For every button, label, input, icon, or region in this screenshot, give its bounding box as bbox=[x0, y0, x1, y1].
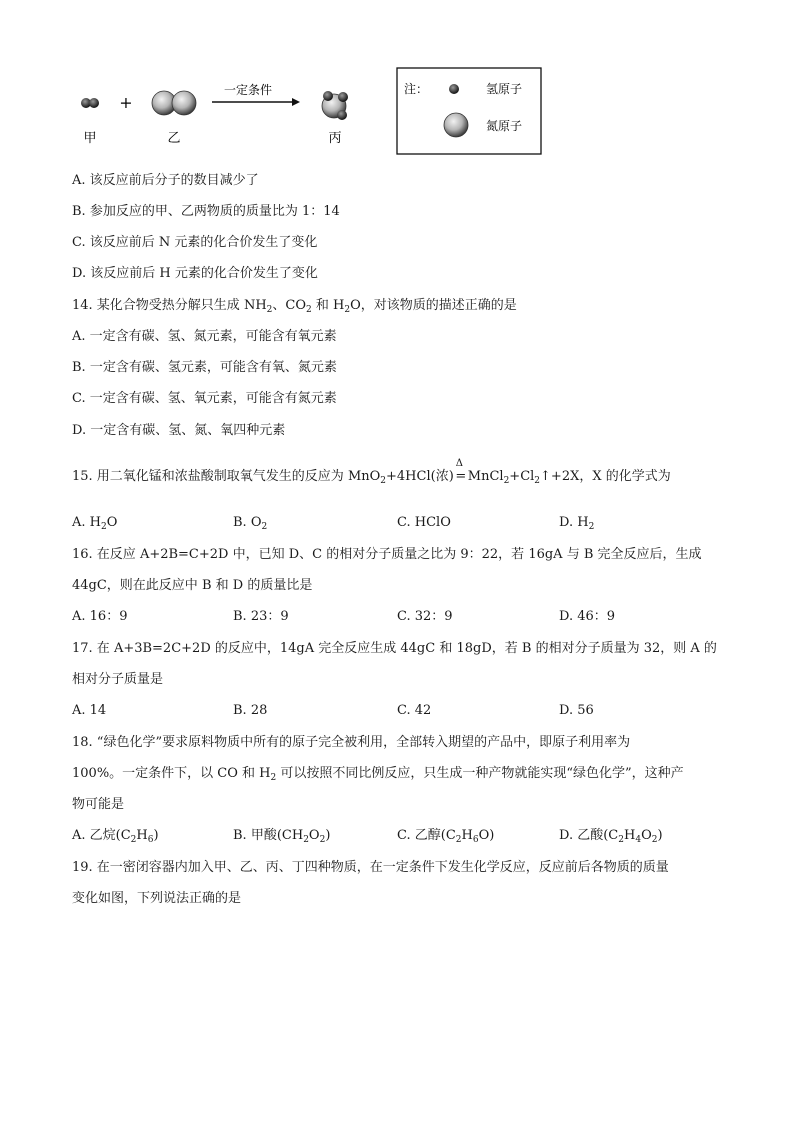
q13-option-c: C. 该反应前后 N 元素的化合价发生了变化 bbox=[72, 235, 318, 250]
q14-option-c: C. 一定含有碳、氢、氧元素，可能含有氮元素 bbox=[72, 391, 337, 406]
q13-option-d: D. 该反应前后 H 元素的化合价发生了变化 bbox=[72, 266, 318, 281]
q17-option-d: D. 56 bbox=[559, 703, 594, 718]
molecule-n2 bbox=[152, 91, 196, 115]
q15-option-c: C. HClO bbox=[397, 515, 451, 530]
plus-sign: + bbox=[119, 93, 133, 112]
q16-stem-line2: 44gC，则在此反应中 B 和 D 的质量比是 bbox=[72, 578, 313, 593]
q17-option-b: B. 28 bbox=[233, 703, 268, 718]
reaction-condition: 一定条件 bbox=[223, 83, 273, 97]
legend-nitrogen-label: 氮原子 bbox=[486, 119, 523, 133]
q19-stem-line2: 变化如图，下列说法正确的是 bbox=[72, 891, 242, 906]
q15-option-b: B. $O_2$ bbox=[233, 515, 268, 532]
q18-option-d: D. 乙酸$(C_2H_4O_2)$ bbox=[559, 828, 663, 845]
product-label: 丙 bbox=[328, 131, 342, 146]
q18-stem-line2: 100%。一定条件下，以 CO 和 $H_2$ 可以按照不同比例反应，只生成一种产物就能实现“绿色化学”，这种产 bbox=[72, 766, 684, 783]
sub-2b: 2 bbox=[344, 305, 351, 315]
q19-stem-line1: 19. 在一密闭容器内加入甲、乙、丙、丁四种物质，在一定条件下发生化学反应，反应前后各物质的质量 bbox=[72, 860, 669, 875]
q13-option-a: A. 该反应前后分子的数目减少了 bbox=[72, 173, 259, 188]
q14-option-d: D. 一定含有碳、氢、氮、氧四种元素 bbox=[72, 423, 286, 438]
reaction-diagram bbox=[72, 66, 552, 162]
sub: 2 bbox=[503, 476, 510, 486]
sub: 2 bbox=[534, 476, 541, 486]
legend-hydrogen-label: 氢原子 bbox=[486, 82, 523, 96]
q15-option-d: D. $H_2$ bbox=[559, 515, 595, 532]
q16-option-c: C. 32：9 bbox=[397, 609, 453, 624]
q17-stem-line2: 相对分子质量是 bbox=[72, 672, 164, 687]
sub: 2 bbox=[380, 476, 387, 486]
molecule-h2 bbox=[81, 98, 99, 108]
q14-option-a: A. 一定含有碳、氢、氮元素，可能含有氧元素 bbox=[72, 329, 337, 344]
q17-option-c: C. 42 bbox=[397, 703, 432, 718]
reactant-b-label: 乙 bbox=[167, 131, 181, 146]
molecule-nh3 bbox=[322, 91, 348, 120]
q15-option-a: A. $H_2O$ bbox=[72, 515, 118, 532]
legend-title: 注： bbox=[404, 82, 429, 96]
q16-option-b: B. 23：9 bbox=[233, 609, 289, 624]
q18-option-b: B. 甲酸$(CH_2O_2)$ bbox=[233, 828, 331, 845]
reaction-diagram-svg bbox=[72, 66, 552, 162]
q18-stem-line1: 18. “绿色化学”要求原料物质中所有的原子完全被利用，全部转入期望的产品中，即原子利用率为 bbox=[72, 735, 631, 750]
legend-nitrogen-atom bbox=[444, 113, 468, 137]
q17-stem-line1: 17. 在 A+3B=2C+2D 的反应中，14gA 完全反应生成 44gC 和 18gD，若 B 的相对分子质量为 32，则 A 的 bbox=[72, 641, 717, 656]
q18-option-c: C. 乙醇$(C_2H_6O)$ bbox=[397, 828, 495, 845]
q16-option-d: D. 46：9 bbox=[559, 609, 616, 624]
q16-stem-line1: 16. 在反应 A+2B=C+2D 中，已知 D、C 的相对分子质量之比为 9：22，若 16gA 与 B 完全反应后，生成 bbox=[72, 547, 702, 562]
heat-condition bbox=[454, 458, 468, 486]
q14-option-b: B. 一定含有碳、氢元素，可能含有氧、氮元素 bbox=[72, 360, 337, 375]
sub-3: 2 bbox=[266, 305, 273, 315]
reaction-arrow-head bbox=[292, 98, 300, 106]
q16-option-a: A. 16：9 bbox=[72, 609, 128, 624]
delta-symbol: Δ bbox=[455, 458, 463, 469]
reactant-a-label: 甲 bbox=[83, 131, 97, 146]
q15-stem: 15. 用二氧化锰和浓盐酸制取氧气发生的反应为 MnO$_2$+4HCl(浓) Δ = $MnCl_2+Cl_2↑+2X$，X 的化学式为 bbox=[72, 468, 671, 486]
legend-hydrogen-atom bbox=[449, 84, 459, 94]
q18-stem-line3: 物可能是 bbox=[72, 797, 125, 812]
equals-sign: = bbox=[455, 469, 467, 484]
q13-option-b: B. 参加反应的甲、乙两物质的质量比为 1：14 bbox=[72, 204, 340, 219]
q18-option-a: A. 乙烷$(C_2H_6)$ bbox=[72, 828, 159, 845]
sub-2: 2 bbox=[306, 305, 312, 315]
q17-option-a: A. 14 bbox=[72, 703, 107, 718]
q14-stem: 14. 某化合物受热分解只生成 $NH_2$、$CO_2$ 和 $H_2O$，对该物质的描述正确的是 bbox=[72, 298, 517, 315]
legend-box bbox=[397, 68, 541, 154]
